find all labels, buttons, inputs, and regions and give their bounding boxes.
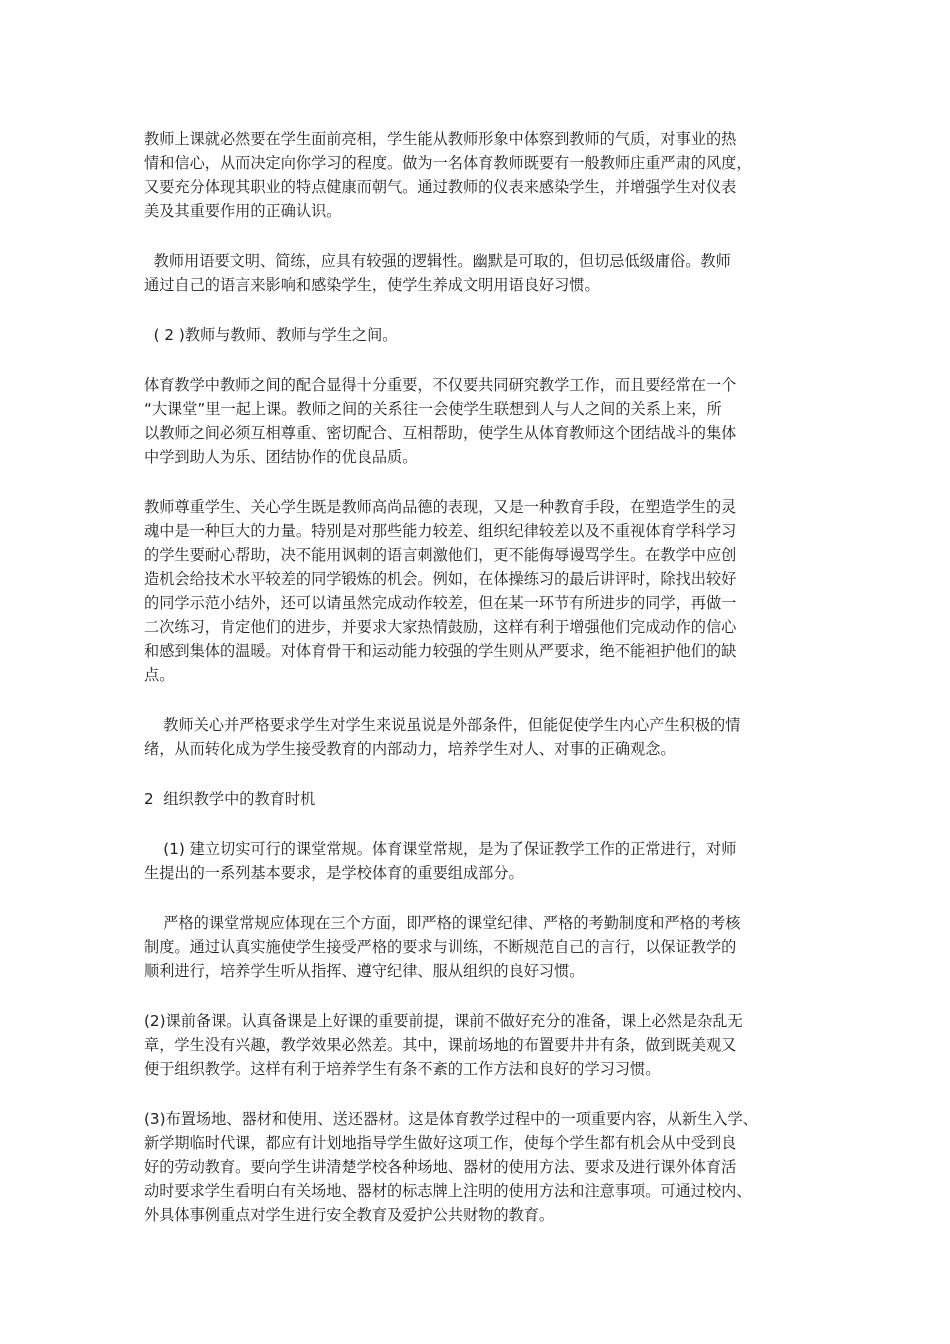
paragraph-care-and-strictness — [144, 713, 824, 761]
text-line: 好的劳动教育。要向学生讲清楚学校各种场地、器材的使用方法、要求及进行课外体育活 — [144, 1158, 737, 1176]
text-line: 教师关心并严格要求学生对学生来说虽说是外部条件，但能促使学生内心产生积极的情 — [144, 716, 741, 734]
text-line: 2 组织教学中的教育时机 — [144, 790, 316, 808]
text-line: 新学期临时代课，都应有计划地指导学生做好这项工作，使每个学生都有机会从中受到良 — [144, 1134, 737, 1152]
section-heading-organize-teaching — [144, 787, 824, 811]
text-line: 二次练习，肯定他们的进步，并要求大家热情鼓励，这样有利于增强他们完成动作的信心 — [144, 618, 737, 636]
text-line: 制度。通过认真实施使学生接受严格的要求与训练，不断规范自己的言行，以保证教学的 — [144, 938, 737, 956]
text-line: 体育教学中教师之间的配合显得十分重要，不仅要共同研究教学工作，而且要经常在一个 — [144, 376, 737, 394]
text-line: 绪，从而转化成为学生接受教育的内部动力，培养学生对人、对事的正确观念。 — [144, 740, 676, 758]
text-line: 外具体事例重点对学生进行安全教育及爱护公共财物的教育。 — [144, 1206, 555, 1224]
paragraph-respect-students — [144, 495, 824, 687]
text-line: 以教师之间必须互相尊重、密切配合、互相帮助，使学生从体育教师这个团结战斗的集体 — [144, 424, 737, 442]
text-line: 通过自己的语言来影响和感染学生，使学生养成文明用语良好习惯。 — [144, 276, 600, 294]
text-line: 中学到助人为乐、团结协作的优良品质。 — [144, 448, 418, 466]
text-line: 生提出的一系列基本要求，是学校体育的重要组成部分。 — [144, 864, 524, 882]
text-line: (2)课前备课。认真备课是上好课的重要前提，课前不做好充分的准备，课上必然是杂乱无 — [144, 1012, 743, 1030]
text-line: “大课堂”里一起上课。教师之间的关系往一会使学生联想到人与人之间的关系上来，所 — [144, 400, 722, 418]
document-page — [144, 127, 824, 1253]
text-line: 动时要求学生看明白有关场地、器材的标志牌上注明的使用方法和注意事项。可通过校内、 — [144, 1182, 752, 1200]
text-line: 美及其重要作用的正确认识。 — [144, 202, 342, 220]
text-line: 顺利进行，培养学生听从指挥、遵守纪律、服从组织的良好习惯。 — [144, 962, 585, 980]
paragraph-teacher-language — [144, 249, 824, 297]
text-line: ( 2 )教师与教师、教师与学生之间。 — [144, 326, 398, 344]
text-line: 章，学生没有兴趣，教学效果必然差。其中，课前场地的布置要井井有条，做到既美观又 — [144, 1036, 737, 1054]
paragraph-strict-rules — [144, 911, 824, 983]
text-line: 教师尊重学生、关心学生既是教师高尚品德的表现，又是一种教育手段，在塑造学生的灵 — [144, 498, 737, 516]
text-line: 的学生要耐心帮助，决不能用讽刺的语言刺激他们，更不能侮辱谩骂学生。在教学中应创 — [144, 546, 737, 564]
text-line: 的同学示范小结外，还可以请虽然完成动作较差，但在某一环节有所进步的同学，再做一 — [144, 594, 737, 612]
text-line: 教师上课就必然要在学生面前亮相，学生能从教师形象中体察到教师的气质，对事业的热 — [144, 130, 737, 148]
text-line: 点。 — [144, 666, 175, 684]
text-line: 又要充分体现其职业的特点健康而朝气。通过教师的仪表来感染学生，并增强学生对仪表 — [144, 178, 737, 196]
text-line: (3)布置场地、器材和使用、送还器材。这是体育教学过程中的一项重要内容，从新生入学、 — [144, 1110, 758, 1128]
text-line: 严格的课堂常规应体现在三个方面，即严格的课堂纪律、严格的考勤制度和严格的考核 — [144, 914, 741, 932]
paragraph-equipment — [144, 1107, 824, 1227]
text-line: 造机会给技术水平较差的同学锻炼的机会。例如，在体操练习的最后讲评时，除找出较好 — [144, 570, 737, 588]
paragraph-lesson-prep — [144, 1009, 824, 1081]
text-line: 情和信心，从而决定向你学习的程度。做为一名体育教师既要有一般教师庄重严肃的风度， — [144, 154, 752, 172]
text-line: (1) 建立切实可行的课堂常规。体育课堂常规，是为了保证教学工作的正常进行，对师 — [144, 840, 737, 858]
section-heading-2 — [144, 323, 824, 347]
text-line: 魂中是一种巨大的力量。特别是对那些能力较差、组织纪律较差以及不重视体育学科学习 — [144, 522, 737, 540]
text-line: 便于组织教学。这样有利于培养学生有条不紊的工作方法和良好的学习习惯。 — [144, 1060, 661, 1078]
paragraph-teacher-appearance — [144, 127, 824, 223]
paragraph-classroom-rules — [144, 837, 824, 885]
text-line: 和感到集体的温暖。对体育骨干和运动能力较强的学生则从严要求，绝不能袒护他们的缺 — [144, 642, 737, 660]
text-line: 教师用语要文明、简练，应具有较强的逻辑性。幽默是可取的，但切忌低级庸俗。教师 — [144, 252, 731, 270]
paragraph-teacher-cooperation — [144, 373, 824, 469]
